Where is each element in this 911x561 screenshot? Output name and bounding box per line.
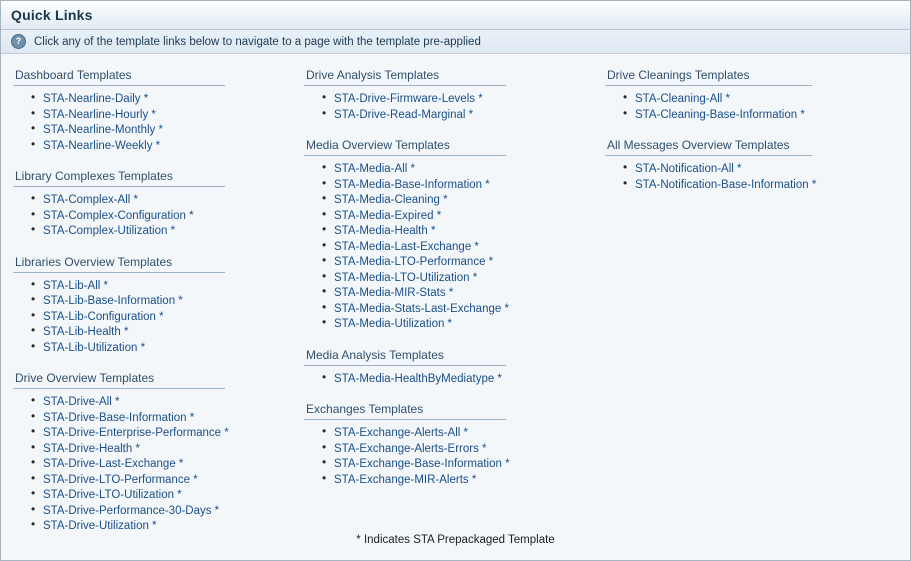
list-item <box>43 193 304 208</box>
list-item <box>334 224 605 239</box>
template-link[interactable]: STA-Media-Last-Exchange * <box>334 240 479 253</box>
list-item <box>43 519 304 534</box>
link-list <box>13 279 304 356</box>
group-title: Drive Analysis Templates <box>304 64 506 86</box>
template-link[interactable]: STA-Drive-LTO-Utilization * <box>43 489 182 501</box>
group-title: Library Complexes Templates <box>13 165 225 187</box>
list-item <box>334 92 605 107</box>
template-link[interactable]: STA-Drive-Last-Exchange * <box>43 458 184 470</box>
list-item <box>334 193 605 208</box>
template-link[interactable]: STA-Media-Health * <box>334 225 436 237</box>
list-item <box>635 178 904 193</box>
list-item <box>334 240 605 255</box>
list-item <box>334 372 605 387</box>
template-link[interactable]: STA-Complex-All * <box>43 194 138 206</box>
list-item <box>334 108 605 123</box>
link-list <box>13 193 304 239</box>
page-title: Quick Links <box>11 7 93 23</box>
list-item <box>43 473 304 488</box>
list-item <box>334 457 605 472</box>
group-title: Libraries Overview Templates <box>13 251 225 273</box>
list-item <box>43 341 304 356</box>
template-link[interactable]: STA-Notification-All * <box>635 163 742 175</box>
list-item <box>43 92 304 107</box>
template-link[interactable]: STA-Lib-Configuration * <box>43 310 164 323</box>
list-item <box>334 162 605 177</box>
list-item <box>334 426 605 441</box>
template-link[interactable]: STA-Exchange-Alerts-All * <box>334 427 469 439</box>
group-title: Drive Overview Templates <box>13 367 225 389</box>
list-item <box>334 286 605 301</box>
template-link[interactable]: STA-Media-LTO-Performance * <box>334 256 494 268</box>
group-title: All Messages Overview Templates <box>605 134 812 156</box>
template-link[interactable]: STA-Media-Cleaning * <box>334 194 448 206</box>
group-dashboard-templates <box>13 64 304 153</box>
group-drive-cleanings-templates <box>605 64 904 122</box>
info-message: Click any of the template links below to navigate to a page with the template pre-applied <box>34 35 481 48</box>
template-link[interactable]: STA-Nearline-Weekly * <box>43 139 161 152</box>
template-link[interactable]: STA-Exchange-Base-Information * <box>334 458 510 470</box>
link-list <box>304 426 605 487</box>
list-item <box>334 178 605 193</box>
help-icon[interactable]: ? <box>11 34 26 49</box>
link-list <box>605 162 904 192</box>
template-link[interactable]: STA-Cleaning-Base-Information * <box>635 108 805 121</box>
template-link[interactable]: STA-Notification-Base-Information * <box>635 178 817 191</box>
template-link[interactable]: STA-Drive-Base-Information * <box>43 411 195 424</box>
template-link[interactable]: STA-Drive-LTO-Performance * <box>43 473 198 486</box>
group-title: Drive Cleanings Templates <box>605 64 812 86</box>
group-drive-overview-templates <box>13 367 304 534</box>
list-item <box>43 224 304 239</box>
list-item <box>43 504 304 519</box>
list-item <box>43 442 304 457</box>
template-link[interactable]: STA-Drive-All * <box>43 396 120 408</box>
link-list <box>605 92 904 122</box>
group-title: Media Overview Templates <box>304 134 506 156</box>
template-link[interactable]: STA-Media-HealthByMediatype * <box>334 372 502 385</box>
template-link[interactable]: STA-Lib-Utilization * <box>43 341 146 354</box>
group-exchanges-templates <box>304 398 605 487</box>
quick-links-content <box>1 54 910 560</box>
list-item <box>43 279 304 294</box>
link-list <box>304 372 605 387</box>
template-link[interactable]: STA-Exchange-MIR-Alerts * <box>334 473 477 486</box>
list-item <box>635 162 904 177</box>
group-title: Dashboard Templates <box>13 64 225 86</box>
link-columns <box>1 64 910 546</box>
template-link[interactable]: STA-Complex-Utilization * <box>43 225 176 237</box>
list-item <box>334 271 605 286</box>
list-item <box>43 294 304 309</box>
list-item <box>43 139 304 154</box>
list-item <box>334 302 605 317</box>
window-titlebar <box>1 1 910 30</box>
list-item <box>43 325 304 340</box>
group-drive-analysis-templates <box>304 64 605 122</box>
group-title: Media Analysis Templates <box>304 344 506 366</box>
template-link[interactable]: STA-Drive-Utilization * <box>43 520 157 532</box>
template-link[interactable]: STA-Complex-Configuration * <box>43 209 194 222</box>
template-link[interactable]: STA-Lib-Base-Information * <box>43 295 183 307</box>
list-item <box>334 317 605 332</box>
link-list <box>13 92 304 153</box>
template-link[interactable]: STA-Nearline-Hourly * <box>43 108 156 121</box>
template-link[interactable]: STA-Media-Expired * <box>334 209 442 222</box>
list-item <box>43 411 304 426</box>
list-item <box>43 108 304 123</box>
list-item <box>43 209 304 224</box>
list-item <box>43 457 304 472</box>
column-2 <box>304 64 605 499</box>
list-item <box>43 395 304 410</box>
group-media-overview-templates <box>304 134 605 332</box>
template-link[interactable]: STA-Drive-Firmware-Levels * <box>334 93 483 105</box>
group-all-messages-overview-templates <box>605 134 904 192</box>
list-item <box>43 488 304 503</box>
template-link[interactable]: STA-Nearline-Monthly * <box>43 124 163 136</box>
template-link[interactable]: STA-Exchange-Alerts-Errors * <box>334 442 487 455</box>
link-list <box>304 92 605 122</box>
column-3 <box>605 64 904 204</box>
list-item <box>43 426 304 441</box>
template-link[interactable]: STA-Cleaning-All * <box>635 93 731 105</box>
template-link[interactable]: STA-Media-LTO-Utilization * <box>334 271 478 284</box>
template-link[interactable]: STA-Media-Utilization * <box>334 318 453 330</box>
template-link[interactable]: STA-Nearline-Daily * <box>43 93 149 105</box>
group-libraries-overview-templates <box>13 251 304 356</box>
info-bar <box>1 30 910 54</box>
list-item <box>43 123 304 138</box>
list-item <box>43 310 304 325</box>
template-link[interactable]: STA-Media-MIR-Stats * <box>334 287 454 299</box>
link-list <box>304 162 605 332</box>
list-item <box>635 108 904 123</box>
column-1 <box>7 64 304 546</box>
template-link[interactable]: STA-Media-Stats-Last-Exchange * <box>334 302 509 315</box>
template-link[interactable]: STA-Media-All * <box>334 163 415 175</box>
list-item <box>334 209 605 224</box>
template-link[interactable]: STA-Drive-Performance-30-Days * <box>43 504 220 517</box>
template-link[interactable]: STA-Drive-Health * <box>43 442 140 455</box>
template-link[interactable]: STA-Lib-All * <box>43 279 108 292</box>
template-link[interactable]: STA-Drive-Read-Marginal * <box>334 108 474 121</box>
list-item <box>334 473 605 488</box>
footnote: * Indicates STA Prepackaged Template <box>356 534 555 546</box>
list-item <box>635 92 904 107</box>
link-list <box>13 395 304 534</box>
group-title: Exchanges Templates <box>304 398 506 420</box>
template-link[interactable]: STA-Lib-Health * <box>43 326 129 338</box>
template-link[interactable]: STA-Drive-Enterprise-Performance * <box>43 427 229 439</box>
group-library-complexes-templates <box>13 165 304 239</box>
group-media-analysis-templates <box>304 344 605 387</box>
list-item <box>334 442 605 457</box>
list-item <box>334 255 605 270</box>
template-link[interactable]: STA-Media-Base-Information * <box>334 178 490 191</box>
